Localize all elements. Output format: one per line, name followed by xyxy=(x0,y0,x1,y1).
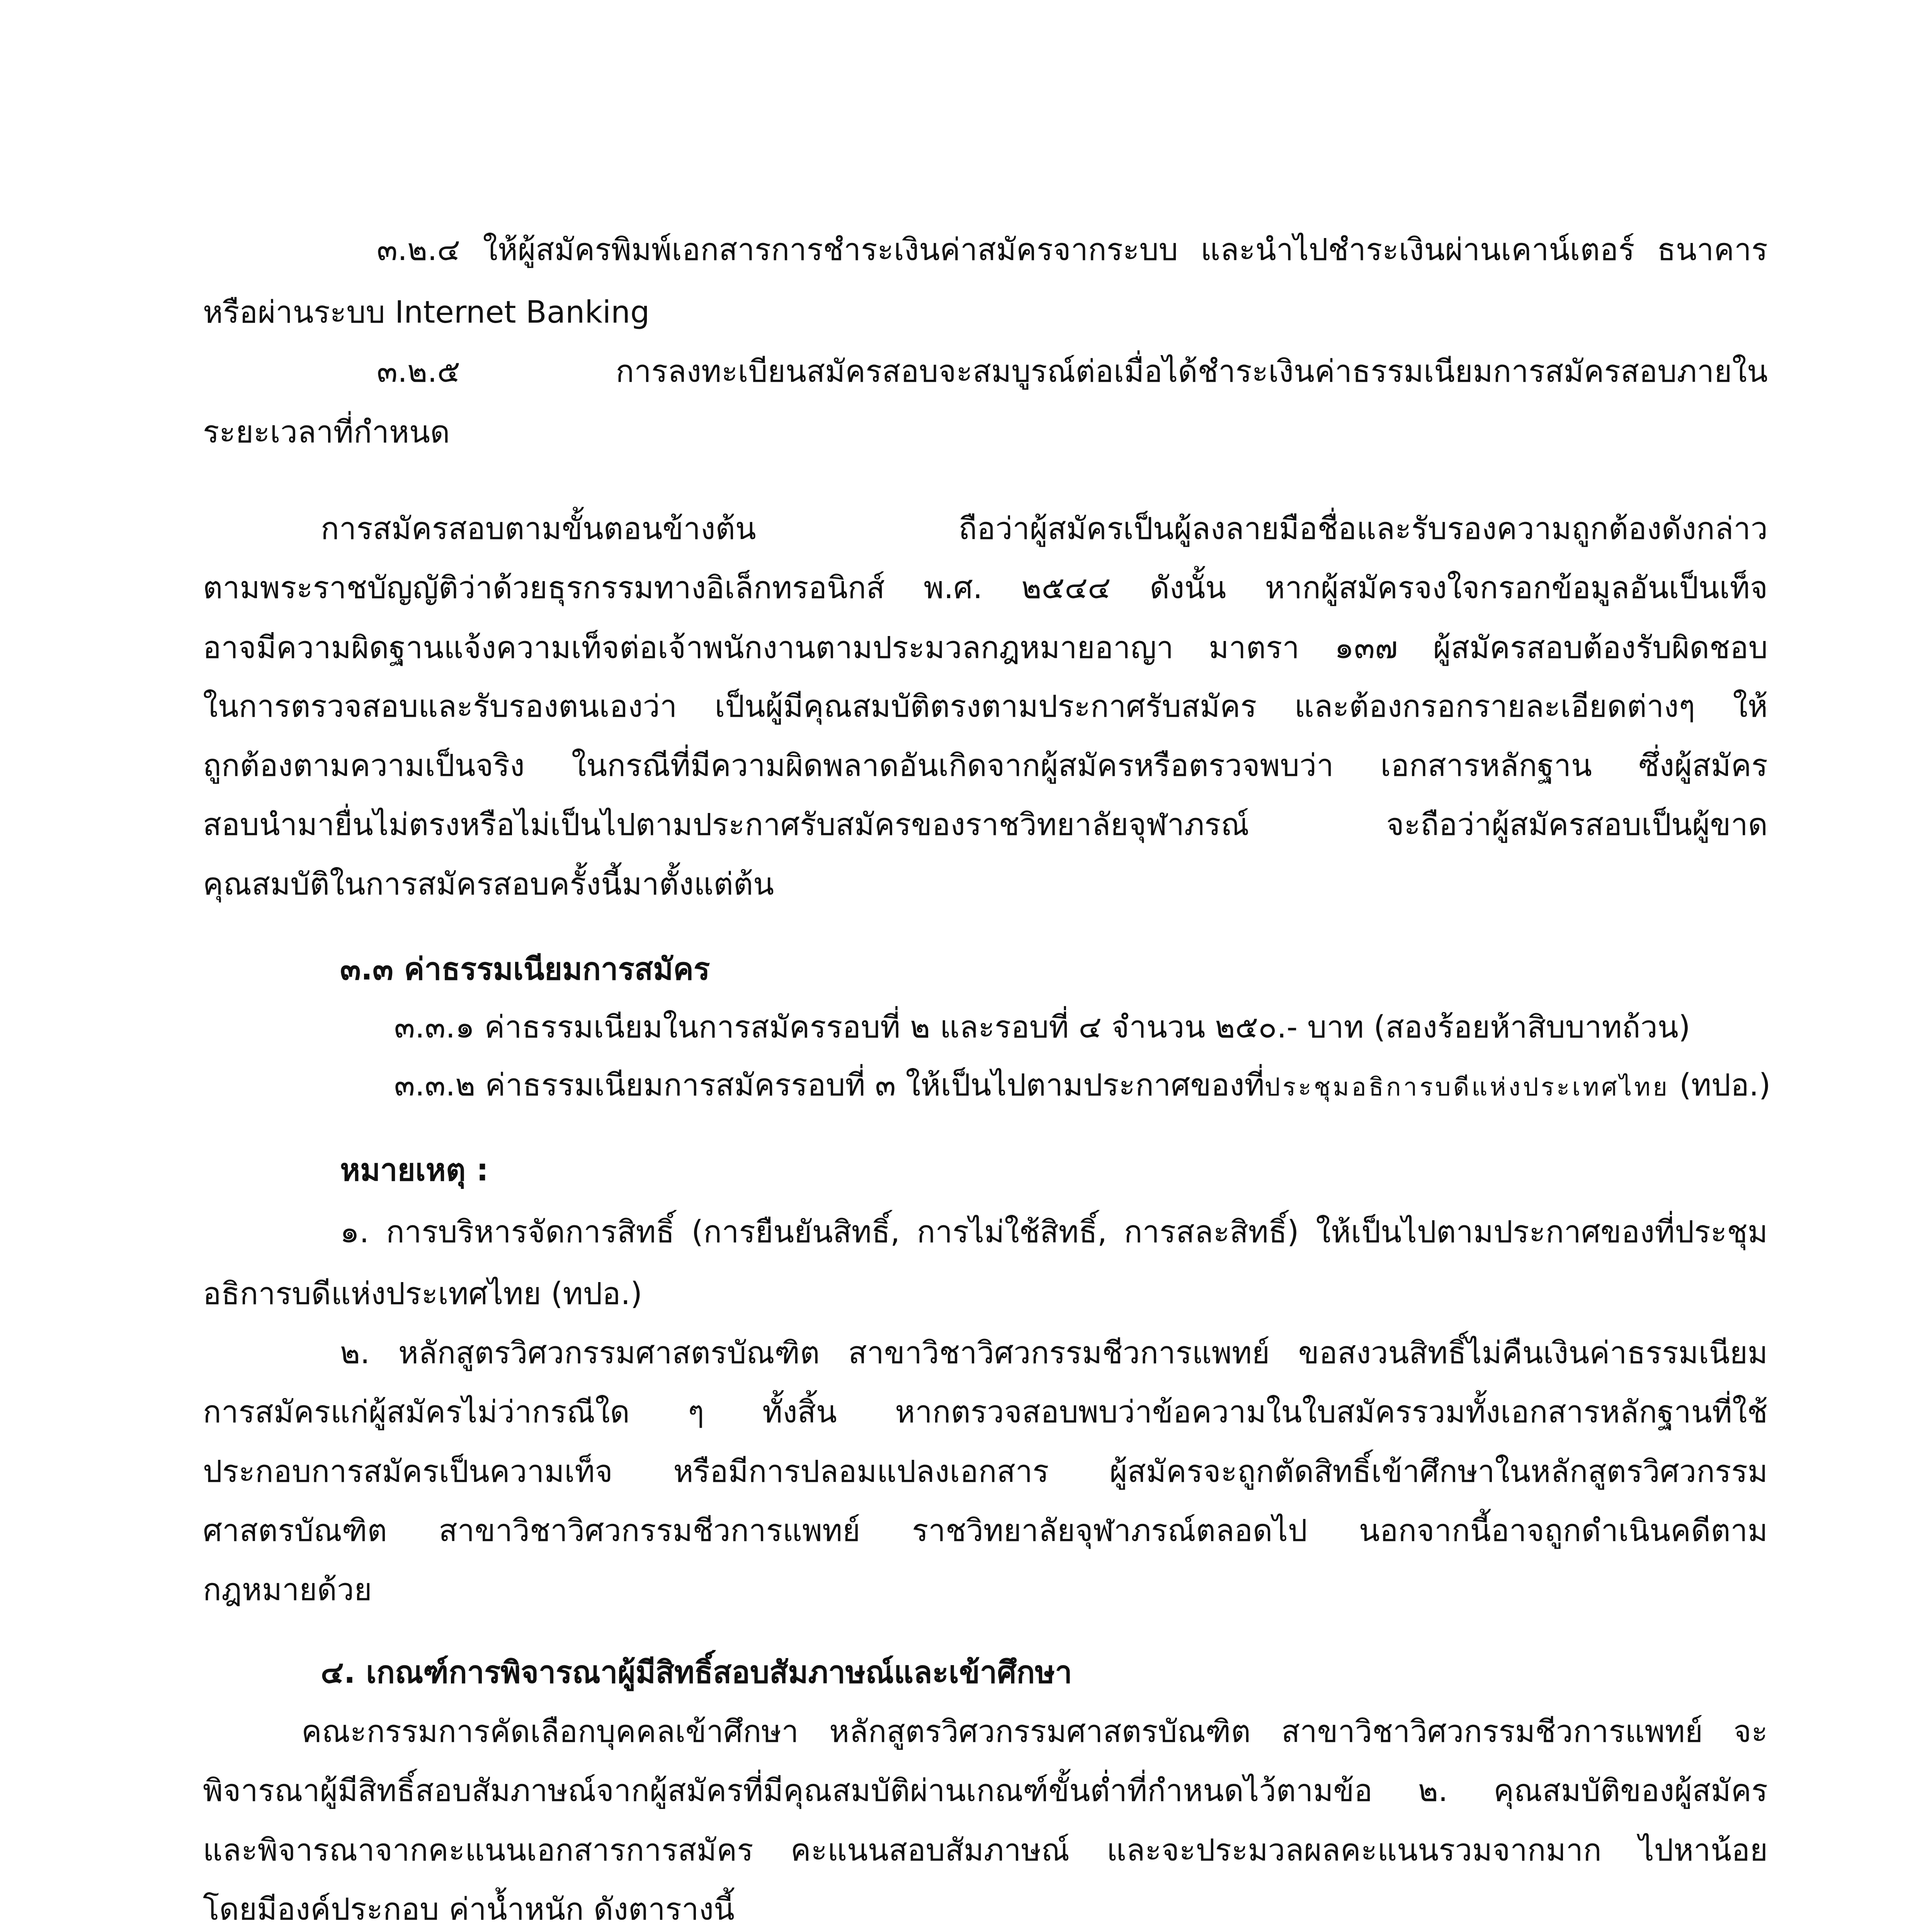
remarks-heading: หมายเหตุ : xyxy=(340,1152,489,1188)
certify-line: การสมัครสอบตามขั้นตอนข้างต้น ถือว่าผู้สมัครเป็นผู้ลงลายมือชื่อและรับรองความถูกต้องดังกล่าว xyxy=(321,511,1768,546)
certify-line: ถูกต้องตามความเป็นจริง ในกรณีที่มีความผิดพลาดอันเกิดจากผู้สมัครหรือตรวจพบว่า เอกสารหลักฐาน ซึ่งผู้สมัคร xyxy=(203,748,1768,783)
certify-line: อาจมีความผิดฐานแจ้งความเท็จต่อเจ้าพนักงานตามประมวลกฎหมายอาญา มาตรา ๑๓๗ ผู้สมัครสอบต้องรับผิดชอบ xyxy=(203,630,1768,665)
remark-2-line: ศาสตรบัณฑิต สาขาวิชาวิศวกรรมชีวการแพทย์ ราชวิทยาลัยจุฬาภรณ์ตลอดไป นอกจากนี้อาจถูกดำเนินคดีตาม xyxy=(203,1513,1768,1548)
fee-item-1: ๓.๓.๑ ค่าธรรมเนียมในการสมัครรอบที่ ๒ และรอบที่ ๔ จำนวน ๒๕๐.- บาท (สองร้อยห้าสิบบาทถ้วน) xyxy=(394,1009,1690,1045)
certify-line: คุณสมบัติในการสมัครสอบครั้งนี้มาตั้งแต่ต้น xyxy=(203,866,774,902)
certify-line: ในการตรวจสอบและรับรองตนเองว่า เป็นผู้มีคุณสมบัติตรงตามประกาศรับสมัคร และต้องกรอกรายละเอียดต่างๆ ให้ xyxy=(203,689,1768,724)
item-3-2-5-line-2: ระยะเวลาที่กำหนด xyxy=(203,414,450,450)
item-3-2-4-line-1: ๓.๒.๔ ให้ผู้สมัครพิมพ์เอกสารการชำระเงินค่าสมัครจากระบบ และนำไปชำระเงินผ่านเคาน์เตอร์ ธนาคาร xyxy=(377,232,1768,267)
criteria-line: คณะกรรมการคัดเลือกบุคคลเข้าศึกษา หลักสูตรวิศวกรรมศาสตรบัณฑิต สาขาวิชาวิศวกรรมชีวการแพทย์ จะ xyxy=(301,1714,1768,1749)
fee-item-2-org: ประชุมอธิการบดีแห่งประเทศไทย xyxy=(1264,1073,1670,1102)
remark-2-line: ประกอบการสมัครเป็นความเท็จ หรือมีการปลอมแปลงเอกสาร ผู้สมัครจะถูกตัดสิทธิ์เข้าศึกษาในหลักสูตรวิศวกรรม xyxy=(203,1454,1768,1489)
fees-heading: ๓.๓ ค่าธรรมเนียมการสมัคร xyxy=(340,951,710,987)
certify-line: สอบนำมายื่นไม่ตรงหรือไม่เป็นไปตามประกาศรับสมัครของราชวิทยาลัยจุฬาภรณ์ จะถือว่าผู้สมัครสอบเป็นผู้ขาด xyxy=(203,807,1768,842)
criteria-heading: ๔. เกณฑ์การพิจารณาผู้มีสิทธิ์สอบสัมภาษณ์และเข้าศึกษา xyxy=(321,1655,1072,1690)
remark-2-line: ๒. หลักสูตรวิศวกรรมศาสตรบัณฑิต สาขาวิชาวิศวกรรมชีวการแพทย์ ขอสงวนสิทธิ์ไม่คืนเงินค่าธรรมเนียม xyxy=(340,1335,1768,1371)
remark-2-line: การสมัครแก่ผู้สมัครไม่ว่ากรณีใด ๆ ทั้งสิ้น หากตรวจสอบพบว่าข้อความในใบสมัครรวมทั้งเอกสารหลักฐานที่ใช้ xyxy=(203,1394,1768,1430)
criteria-line: พิจารณาผู้มีสิทธิ์สอบสัมภาษณ์จากผู้สมัครที่มีคุณสมบัติผ่านเกณฑ์ขั้นต่ำที่กำหนดไว้ตามข้อ ๒. คุณสมบัติของผู้สมัคร xyxy=(203,1773,1768,1808)
fee-item-2-text: ๓.๓.๒ ค่าธรรมเนียมการสมัครรอบที่ ๓ ให้เป็นไปตามประกาศของที่ xyxy=(394,1067,1265,1103)
remark-2-line: กฎหมายด้วย xyxy=(203,1572,372,1607)
remark-1-line-1: ๑. การบริหารจัดการสิทธิ์ (การยืนยันสิทธิ์, การไม่ใช้สิทธิ์, การสละสิทธิ์) ให้เป็นไปตามประกาศของที่ประชุม xyxy=(340,1214,1768,1250)
remark-1-line-2: อธิการบดีแห่งประเทศไทย (ทปอ.) xyxy=(203,1276,643,1311)
item-3-2-4-line-2: หรือผ่านระบบ Internet Banking xyxy=(203,294,650,330)
criteria-line: โดยมีองค์ประกอบ ค่าน้ำหนัก ดังตารางนี้ xyxy=(203,1891,735,1927)
fee-item-2-abbr: (ทปอ.) xyxy=(1669,1067,1771,1103)
fee-item-2 xyxy=(394,1063,1770,1109)
criteria-line: และพิจารณาจากคะแนนเอกสารการสมัคร คะแนนสอบสัมภาษณ์ และจะประมวลผลคะแนนรวมจากมาก ไปหาน้อย xyxy=(203,1832,1768,1868)
item-3-2-5-line-1: ๓.๒.๕ การลงทะเบียนสมัครสอบจะสมบูรณ์ต่อเมื่อได้ชำระเงินค่าธรรมเนียมการสมัครสอบภายใน xyxy=(377,354,1768,389)
certify-line: ตามพระราชบัญญัติว่าด้วยธุรกรรมทางอิเล็กทรอนิกส์ พ.ศ. ๒๕๔๔ ดังนั้น หากผู้สมัครจงใจกรอกข้อมูลอันเป็นเท็จ xyxy=(203,570,1768,605)
